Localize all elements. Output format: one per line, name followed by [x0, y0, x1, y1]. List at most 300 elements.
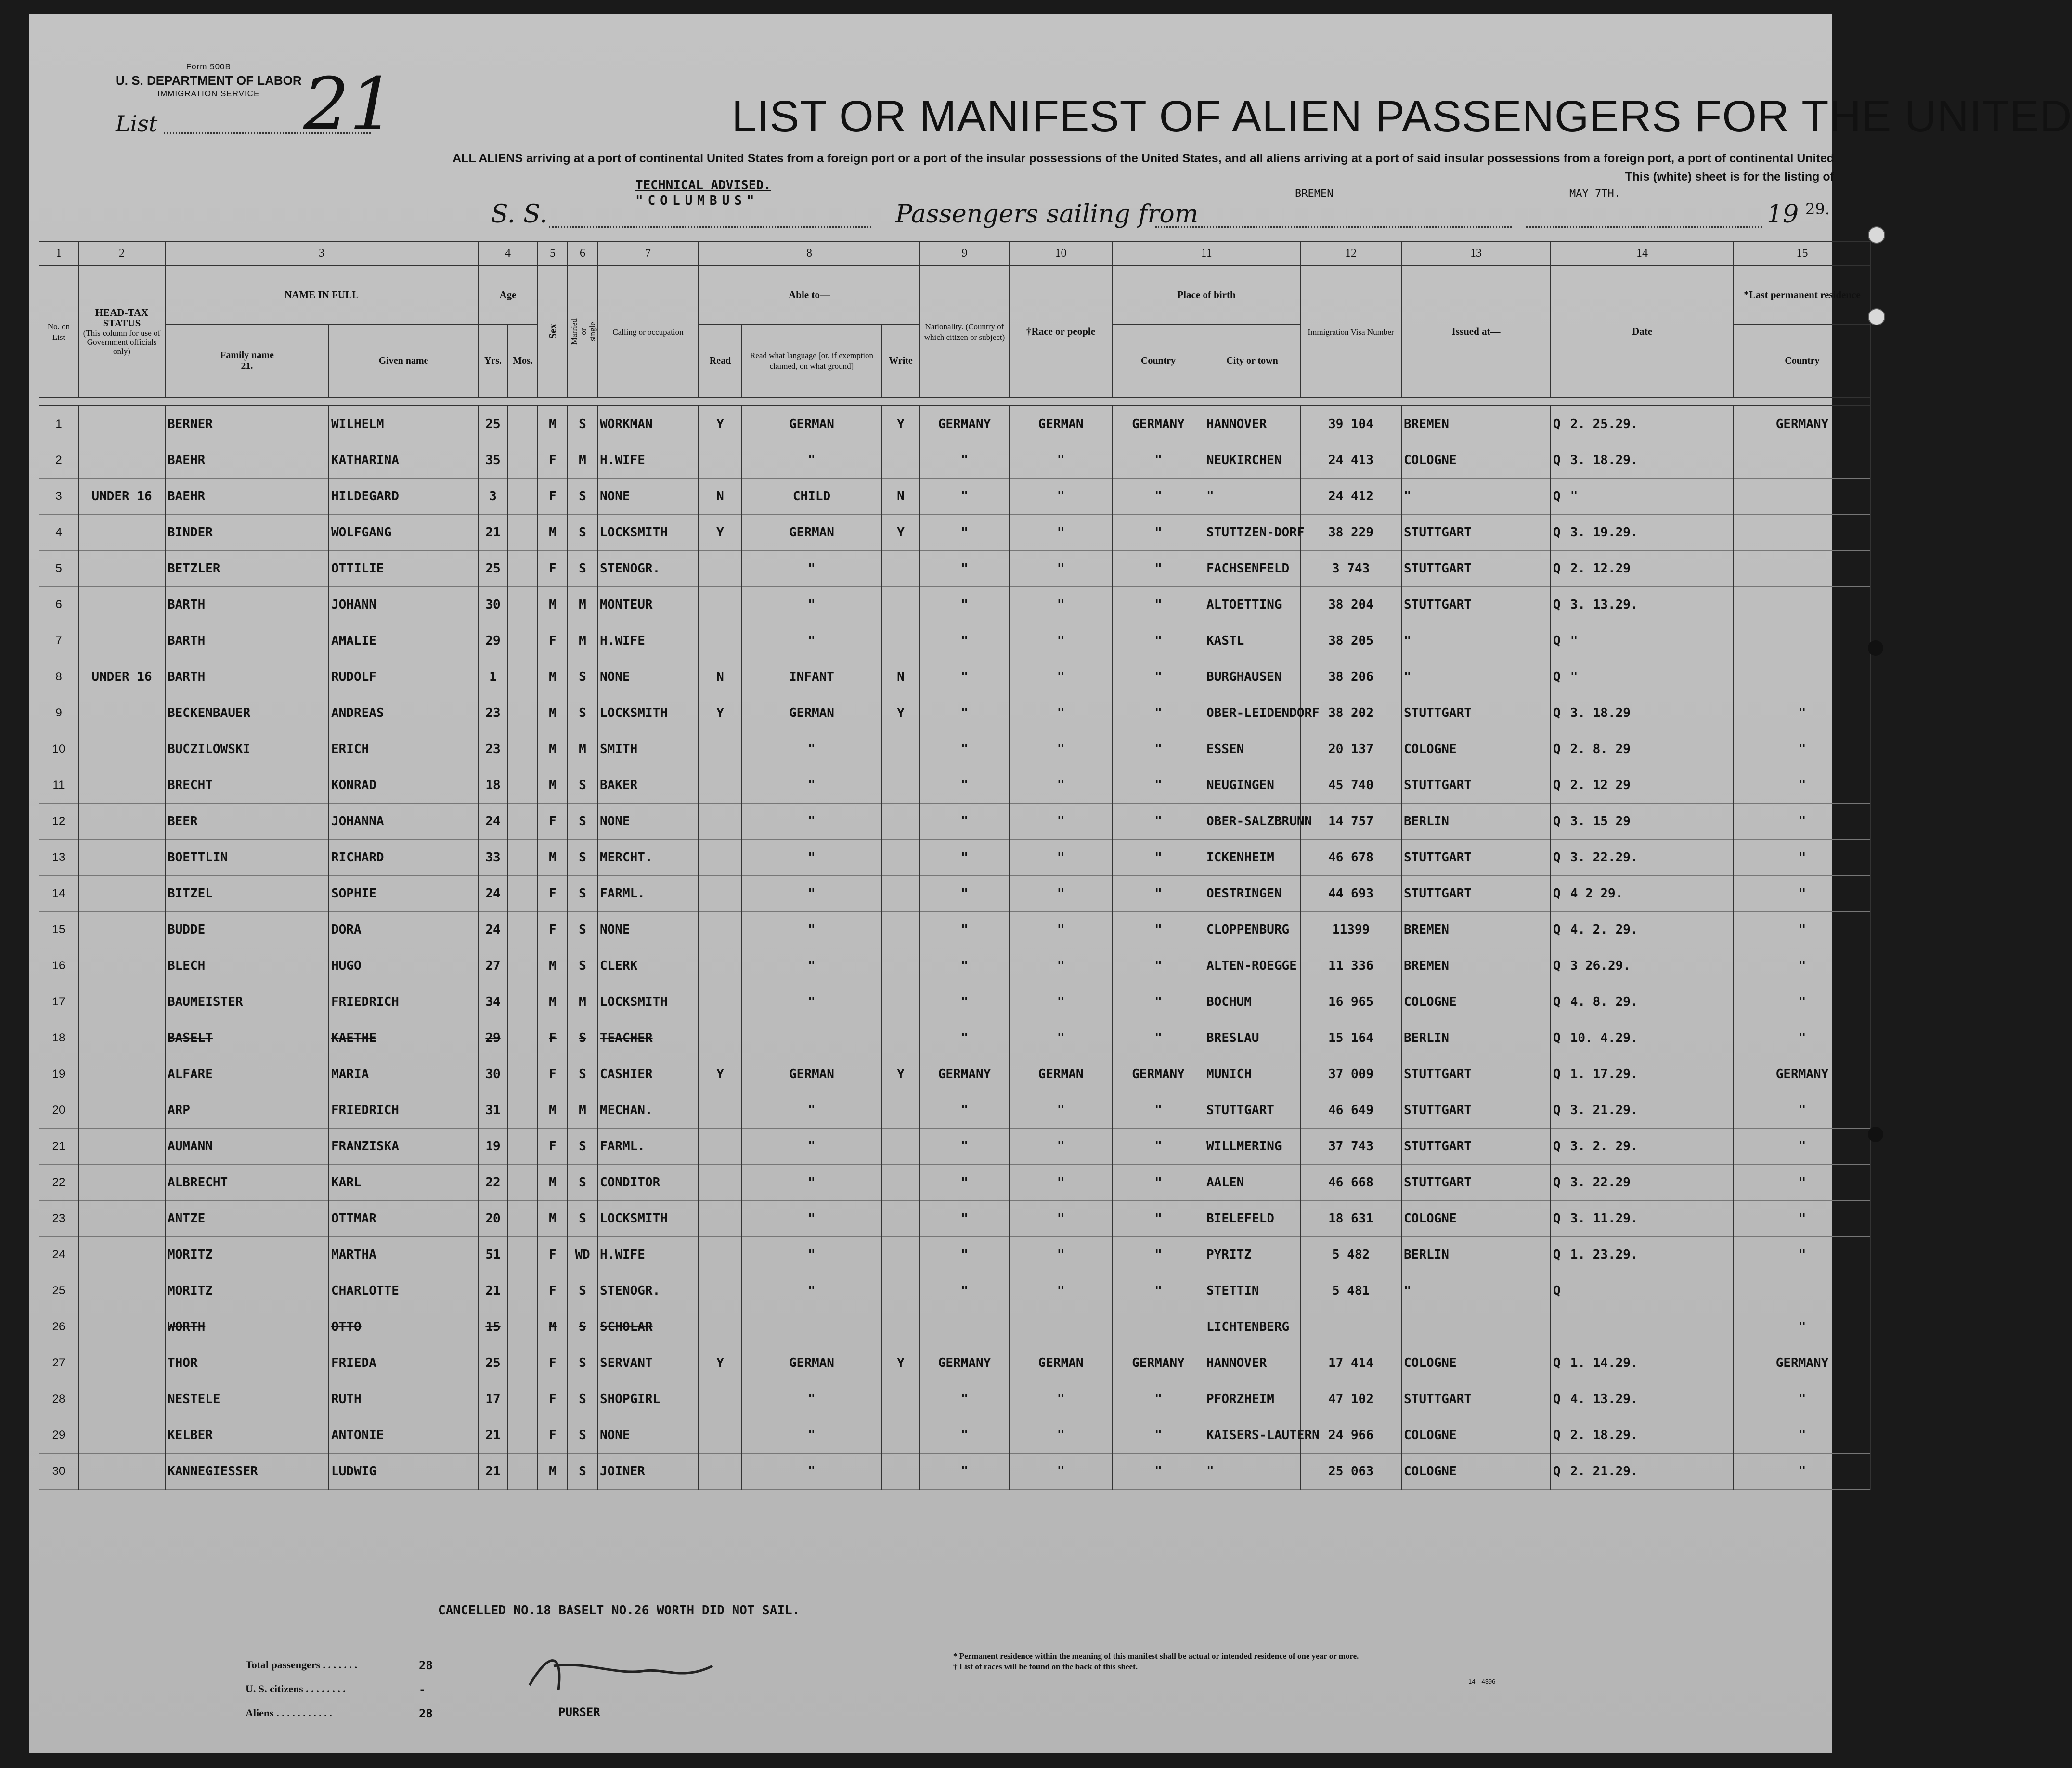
cell-occ: TEACHER [597, 1020, 699, 1056]
cell-occ: LOCKSMITH [597, 984, 699, 1020]
cell-family: BAUMEISTER [165, 984, 329, 1020]
cell-sex: F [538, 876, 568, 912]
cell-bcountry: " [1113, 876, 1204, 912]
cell-mos [508, 984, 538, 1020]
cell-mos [508, 1309, 538, 1345]
cell-sex: F [538, 1237, 568, 1273]
table-row [39, 551, 1871, 587]
cell-no: 8 [39, 659, 78, 695]
cell-visa: 14 757 [1300, 804, 1401, 840]
cell-rcountry: GERMANY [1734, 1345, 1871, 1381]
cell-race: " [1009, 1092, 1113, 1129]
cell-q: Q [1553, 525, 1561, 540]
cell-rcountry [1734, 587, 1871, 623]
cell-family: BUCZILOWSKI [165, 731, 329, 767]
cell-visa: 37 743 [1300, 1129, 1401, 1165]
table-row [39, 623, 1871, 659]
cell-write [881, 623, 920, 659]
cell-mos [508, 695, 538, 731]
cell-read [699, 1237, 742, 1273]
cell-write [881, 1417, 920, 1454]
cell-issued: BERLIN [1401, 804, 1551, 840]
cell-lang: " [742, 912, 881, 948]
cell-no: 30 [39, 1454, 78, 1490]
cell-mos [508, 1381, 538, 1417]
cell-mar: S [568, 695, 597, 731]
cell-occ: CONDITOR [597, 1165, 699, 1201]
cell-bcountry: " [1113, 767, 1204, 804]
sailing-port: BREMEN [1295, 188, 1334, 200]
cell-q: Q [1553, 1067, 1561, 1081]
cell-given: JOHANNA [329, 804, 478, 840]
cell-bcity: OBER-LEIDENDORF [1204, 695, 1300, 731]
cell-bcity: BOCHUM [1204, 984, 1300, 1020]
cell-rcountry: " [1734, 1129, 1871, 1165]
cell-bcity: NEUKIRCHEN [1204, 442, 1300, 479]
cell-rcountry [1734, 1273, 1871, 1309]
header-calling: Calling or occupation [597, 265, 699, 397]
cell-visa-date: 3. 19.29. [1570, 525, 1638, 540]
cell-issued: BERLIN [1401, 1237, 1551, 1273]
cell-write: Y [881, 406, 920, 442]
cell-q: Q [1553, 850, 1561, 865]
date-line [1526, 226, 1762, 228]
cell-write [881, 912, 920, 948]
cell-race: GERMAN [1009, 406, 1113, 442]
cell-nat: " [920, 587, 1009, 623]
cell-yrs: 30 [478, 587, 508, 623]
cell-bcity: KASTL [1204, 623, 1300, 659]
cell-tax [78, 1417, 165, 1454]
cell-issued: COLOGNE [1401, 1454, 1551, 1490]
cell-rcountry: GERMANY [1734, 1056, 1871, 1092]
header-date: Date [1551, 265, 1734, 397]
cell-no: 21 [39, 1129, 78, 1165]
cell-lang: GERMAN [742, 406, 881, 442]
sailing-label: Passengers sailing from [895, 200, 1199, 229]
cell-write [881, 731, 920, 767]
cell-write [881, 840, 920, 876]
cell-family: BRECHT [165, 767, 329, 804]
header-read-language: Read what language [or, if exemption claimed, on what ground] [742, 324, 881, 397]
cell-mos [508, 1020, 538, 1056]
port-line [1155, 226, 1512, 228]
table-row [39, 406, 1871, 442]
cell-yrs: 34 [478, 984, 508, 1020]
cell-visa-date: 4 2 29. [1570, 886, 1623, 901]
table-row [39, 1309, 1871, 1345]
cell-mar: S [568, 1381, 597, 1417]
cell-race: GERMAN [1009, 1056, 1113, 1092]
cell-bcountry: " [1113, 695, 1204, 731]
cell-no: 3 [39, 479, 78, 515]
cell-sex: M [538, 406, 568, 442]
cell-occ: LOCKSMITH [597, 515, 699, 551]
cell-write [881, 1237, 920, 1273]
cell-nat: " [920, 948, 1009, 984]
cell-sex: M [538, 515, 568, 551]
cell-lang: " [742, 1273, 881, 1309]
cell-no: 7 [39, 623, 78, 659]
cell-mar: M [568, 1092, 597, 1129]
cell-yrs: 24 [478, 912, 508, 948]
cell-q: Q [1553, 742, 1561, 756]
cell-lang: " [742, 984, 881, 1020]
cell-lang: " [742, 1381, 881, 1417]
cell-given: CHARLOTTE [329, 1273, 478, 1309]
cell-family: BOETTLIN [165, 840, 329, 876]
col-num: 9 [920, 241, 1009, 265]
header-birth-country: Country [1113, 324, 1204, 397]
total-passengers: Total passengers . . . . . . . 28 [246, 1659, 433, 1672]
cell-family: BAEHR [165, 442, 329, 479]
cell-rcountry: " [1734, 804, 1871, 840]
col-num: 12 [1300, 241, 1401, 265]
cell-race: " [1009, 984, 1113, 1020]
cell-issued: BREMEN [1401, 948, 1551, 984]
cell-read [699, 1273, 742, 1309]
cell-mar: S [568, 1056, 597, 1092]
cell-rcountry: " [1734, 984, 1871, 1020]
cell-issued: BREMEN [1401, 912, 1551, 948]
table-row [39, 1345, 1871, 1381]
cell-no: 12 [39, 804, 78, 840]
cell-bcountry: GERMANY [1113, 406, 1204, 442]
cell-bcountry: " [1113, 1381, 1204, 1417]
cell-bcountry: " [1113, 1165, 1204, 1201]
cell-yrs: 21 [478, 515, 508, 551]
cell-yrs: 25 [478, 1345, 508, 1381]
cell-rcountry [1734, 551, 1871, 587]
cell-occ: STENOGR. [597, 1273, 699, 1309]
cell-yrs: 27 [478, 948, 508, 984]
cell-given: KAETHE [329, 1020, 478, 1056]
cell-q: Q [1553, 1392, 1561, 1406]
purser-signature [520, 1647, 722, 1704]
cell-q: Q [1553, 886, 1561, 901]
cell-lang: " [742, 876, 881, 912]
cell-mar: S [568, 515, 597, 551]
table-row [39, 767, 1871, 804]
header-row-1 [39, 265, 1871, 324]
cell-issued: STUTTGART [1401, 1056, 1551, 1092]
cell-nat: " [920, 515, 1009, 551]
table-row [39, 840, 1871, 876]
cell-family: ARP [165, 1092, 329, 1129]
cell-q: Q [1553, 670, 1561, 684]
cell-given: MARTHA [329, 1237, 478, 1273]
cell-lang: " [742, 1129, 881, 1165]
header-name-in-full: NAME IN FULL [165, 265, 478, 324]
cell-rcountry: " [1734, 1309, 1871, 1345]
cell-nat: " [920, 984, 1009, 1020]
cell-bcountry: " [1113, 587, 1204, 623]
col-num: 11 [1113, 241, 1300, 265]
cell-mos [508, 804, 538, 840]
cell-nat: " [920, 1273, 1009, 1309]
year-suffix: 29. [1805, 200, 1830, 218]
cell-sex: F [538, 1417, 568, 1454]
cell-bcity: " [1204, 1454, 1300, 1490]
cell-sex: M [538, 659, 568, 695]
cell-q: Q [1553, 1464, 1561, 1479]
cell-q: Q [1553, 959, 1561, 973]
cell-write [881, 1129, 920, 1165]
cell-mos [508, 731, 538, 767]
cell-issued: STUTTGART [1401, 551, 1551, 587]
col-num: 6 [568, 241, 597, 265]
cell-family: MORITZ [165, 1273, 329, 1309]
cell-vdate [1551, 1237, 1734, 1273]
cell-nat: " [920, 551, 1009, 587]
cell-tax [78, 1309, 165, 1345]
cell-lang [742, 1020, 881, 1056]
cell-nat: " [920, 804, 1009, 840]
col-num: 13 [1401, 241, 1551, 265]
cancelled-note: CANCELLED NO.18 BASELT NO.26 WORTH DID NOT SAIL. [438, 1603, 800, 1618]
cell-no: 17 [39, 984, 78, 1020]
cell-lang: " [742, 1454, 881, 1490]
header-family-name: Family name 21. [165, 324, 329, 397]
cell-family: KELBER [165, 1417, 329, 1454]
cell-q: Q [1553, 814, 1561, 829]
cell-family: BUDDE [165, 912, 329, 948]
cell-given: AMALIE [329, 623, 478, 659]
col-num: 8 [699, 241, 920, 265]
table-row [39, 1165, 1871, 1201]
cell-rcountry: " [1734, 731, 1871, 767]
notice-line-2: This (white) sheet is for the listing of [1625, 170, 1834, 183]
cell-family: BINDER [165, 515, 329, 551]
table-row [39, 587, 1871, 623]
cell-given: KONRAD [329, 767, 478, 804]
cell-given: JOHANN [329, 587, 478, 623]
cell-given: SOPHIE [329, 876, 478, 912]
cell-yrs: 3 [478, 479, 508, 515]
cell-visa-date: 1. 17.29. [1570, 1067, 1638, 1081]
cell-visa: 37 009 [1300, 1056, 1401, 1092]
header-married: Married or single [568, 265, 597, 397]
cell-q: Q [1553, 778, 1561, 793]
cell-bcity: STUTTGART [1204, 1092, 1300, 1129]
cell-mar: S [568, 912, 597, 948]
cell-yrs: 21 [478, 1417, 508, 1454]
cell-tax [78, 1273, 165, 1309]
cell-no: 10 [39, 731, 78, 767]
cell-bcountry: " [1113, 1129, 1204, 1165]
cell-lang: GERMAN [742, 1345, 881, 1381]
cell-tax [78, 767, 165, 804]
cell-race: " [1009, 1237, 1113, 1273]
cell-visa: 38 204 [1300, 587, 1401, 623]
cell-given: FRIEDA [329, 1345, 478, 1381]
table-row [39, 1056, 1871, 1092]
cell-q: Q [1553, 489, 1561, 504]
cell-rcountry: " [1734, 1417, 1871, 1454]
cell-nat: " [920, 695, 1009, 731]
cell-write [881, 1092, 920, 1129]
header-birth-city: City or town [1204, 324, 1300, 397]
header-given-name: Given name [329, 324, 478, 397]
cell-issued: STUTTGART [1401, 876, 1551, 912]
cell-mos [508, 1092, 538, 1129]
cell-q: Q [1553, 1356, 1561, 1370]
cell-tax [78, 1092, 165, 1129]
cell-q: Q [1553, 995, 1561, 1009]
table-row [39, 1092, 1871, 1129]
cell-given: HILDEGARD [329, 479, 478, 515]
cell-vdate [1551, 442, 1734, 479]
cell-visa: 38 229 [1300, 515, 1401, 551]
cell-bcountry: " [1113, 1273, 1204, 1309]
cell-sex: F [538, 442, 568, 479]
cell-visa: 46 649 [1300, 1092, 1401, 1129]
cell-visa: 18 631 [1300, 1201, 1401, 1237]
cell-lang: " [742, 840, 881, 876]
cell-bcountry: " [1113, 1454, 1204, 1490]
cell-mos [508, 623, 538, 659]
cell-family: BARTH [165, 623, 329, 659]
cell-occ: STENOGR. [597, 551, 699, 587]
cell-tax [78, 948, 165, 984]
header-yrs: Yrs. [478, 324, 508, 397]
cell-sex: F [538, 804, 568, 840]
cell-issued: STUTTGART [1401, 1129, 1551, 1165]
cell-visa-date: 3. 15 29 [1570, 814, 1631, 829]
cell-mos [508, 587, 538, 623]
cell-read [699, 731, 742, 767]
cell-bcountry: " [1113, 912, 1204, 948]
cell-race: " [1009, 659, 1113, 695]
cell-read [699, 1165, 742, 1201]
cell-issued: STUTTGART [1401, 695, 1551, 731]
cell-given: HUGO [329, 948, 478, 984]
cell-occ: LOCKSMITH [597, 695, 699, 731]
table-row [39, 948, 1871, 984]
cell-lang: GERMAN [742, 695, 881, 731]
col-num: 7 [597, 241, 699, 265]
cell-bcity: STUTTZEN-DORF [1204, 515, 1300, 551]
cell-yrs: 25 [478, 406, 508, 442]
header-sex: Sex [538, 265, 568, 397]
spacer-row [39, 397, 1871, 406]
cell-sex: F [538, 1020, 568, 1056]
cell-sex: M [538, 1454, 568, 1490]
cell-read [699, 1020, 742, 1056]
cell-given: OTTMAR [329, 1201, 478, 1237]
cell-sex: M [538, 1165, 568, 1201]
aliens-value: 28 [419, 1707, 433, 1720]
cell-occ: H.WIFE [597, 623, 699, 659]
cell-yrs: 1 [478, 659, 508, 695]
cell-bcity: FACHSENFELD [1204, 551, 1300, 587]
cell-read [699, 1092, 742, 1129]
cell-bcity: BRESLAU [1204, 1020, 1300, 1056]
cell-read [699, 1417, 742, 1454]
cell-nat: " [920, 1237, 1009, 1273]
cell-yrs: 25 [478, 551, 508, 587]
header-place-of-birth: Place of birth [1113, 265, 1300, 324]
cell-race: " [1009, 840, 1113, 876]
cell-given: FRIEDRICH [329, 984, 478, 1020]
cell-no: 22 [39, 1165, 78, 1201]
cell-visa: 47 102 [1300, 1381, 1401, 1417]
cell-bcountry: " [1113, 948, 1204, 984]
cell-lang [742, 1309, 881, 1345]
cell-yrs: 23 [478, 731, 508, 767]
cell-lang: " [742, 623, 881, 659]
header-no-on-list: No. on List [39, 265, 78, 397]
cell-vdate [1551, 912, 1734, 948]
cell-bcountry: " [1113, 984, 1204, 1020]
cell-occ: FARML. [597, 1129, 699, 1165]
cell-bcountry: " [1113, 551, 1204, 587]
cell-sex: M [538, 1309, 568, 1345]
us-citizens-value: - [419, 1683, 426, 1696]
cell-visa-date: 2. 18.29. [1570, 1428, 1638, 1443]
cell-visa: 25 063 [1300, 1454, 1401, 1490]
cell-rcountry [1734, 442, 1871, 479]
cell-family: BEER [165, 804, 329, 840]
cell-occ: MONTEUR [597, 587, 699, 623]
punch-hole [1868, 640, 1883, 656]
cell-lang: " [742, 804, 881, 840]
cell-tax [78, 984, 165, 1020]
cell-race: " [1009, 1454, 1113, 1490]
cell-given: LUDWIG [329, 1454, 478, 1490]
cell-bcity: ALTEN-ROEGGE [1204, 948, 1300, 984]
cell-occ: JOINER [597, 1454, 699, 1490]
cell-bcountry: " [1113, 659, 1204, 695]
cell-issued: BERLIN [1401, 1020, 1551, 1056]
footnote-races: † List of races will be found on the back of this sheet. [953, 1662, 1138, 1671]
cell-rcountry: " [1734, 876, 1871, 912]
cell-tax [78, 587, 165, 623]
cell-issued: " [1401, 479, 1551, 515]
cell-bcity: MUNICH [1204, 1056, 1300, 1092]
cell-given: ANTONIE [329, 1417, 478, 1454]
cell-family: THOR [165, 1345, 329, 1381]
cell-mos [508, 442, 538, 479]
table-row [39, 804, 1871, 840]
cell-family: MORITZ [165, 1237, 329, 1273]
cell-bcountry: " [1113, 1092, 1204, 1129]
cell-race: " [1009, 804, 1113, 840]
manifest-footer [39, 1594, 1822, 1748]
cell-issued: COLOGNE [1401, 442, 1551, 479]
cell-race: " [1009, 876, 1113, 912]
cell-no: 9 [39, 695, 78, 731]
cell-read [699, 1381, 742, 1417]
cell-read [699, 767, 742, 804]
col-num: 5 [538, 241, 568, 265]
cell-yrs: 15 [478, 1309, 508, 1345]
cell-write [881, 767, 920, 804]
cell-given: RUDOLF [329, 659, 478, 695]
cell-read [699, 840, 742, 876]
cell-sex: M [538, 731, 568, 767]
cell-write: Y [881, 1056, 920, 1092]
cell-visa-date: 3. 18.29. [1570, 453, 1638, 468]
cell-no: 4 [39, 515, 78, 551]
cell-read [699, 442, 742, 479]
cell-sex: F [538, 912, 568, 948]
cell-write [881, 1309, 920, 1345]
cell-yrs: 24 [478, 876, 508, 912]
cell-bcity: BIELEFELD [1204, 1201, 1300, 1237]
cell-write [881, 948, 920, 984]
cell-rcountry: " [1734, 948, 1871, 984]
